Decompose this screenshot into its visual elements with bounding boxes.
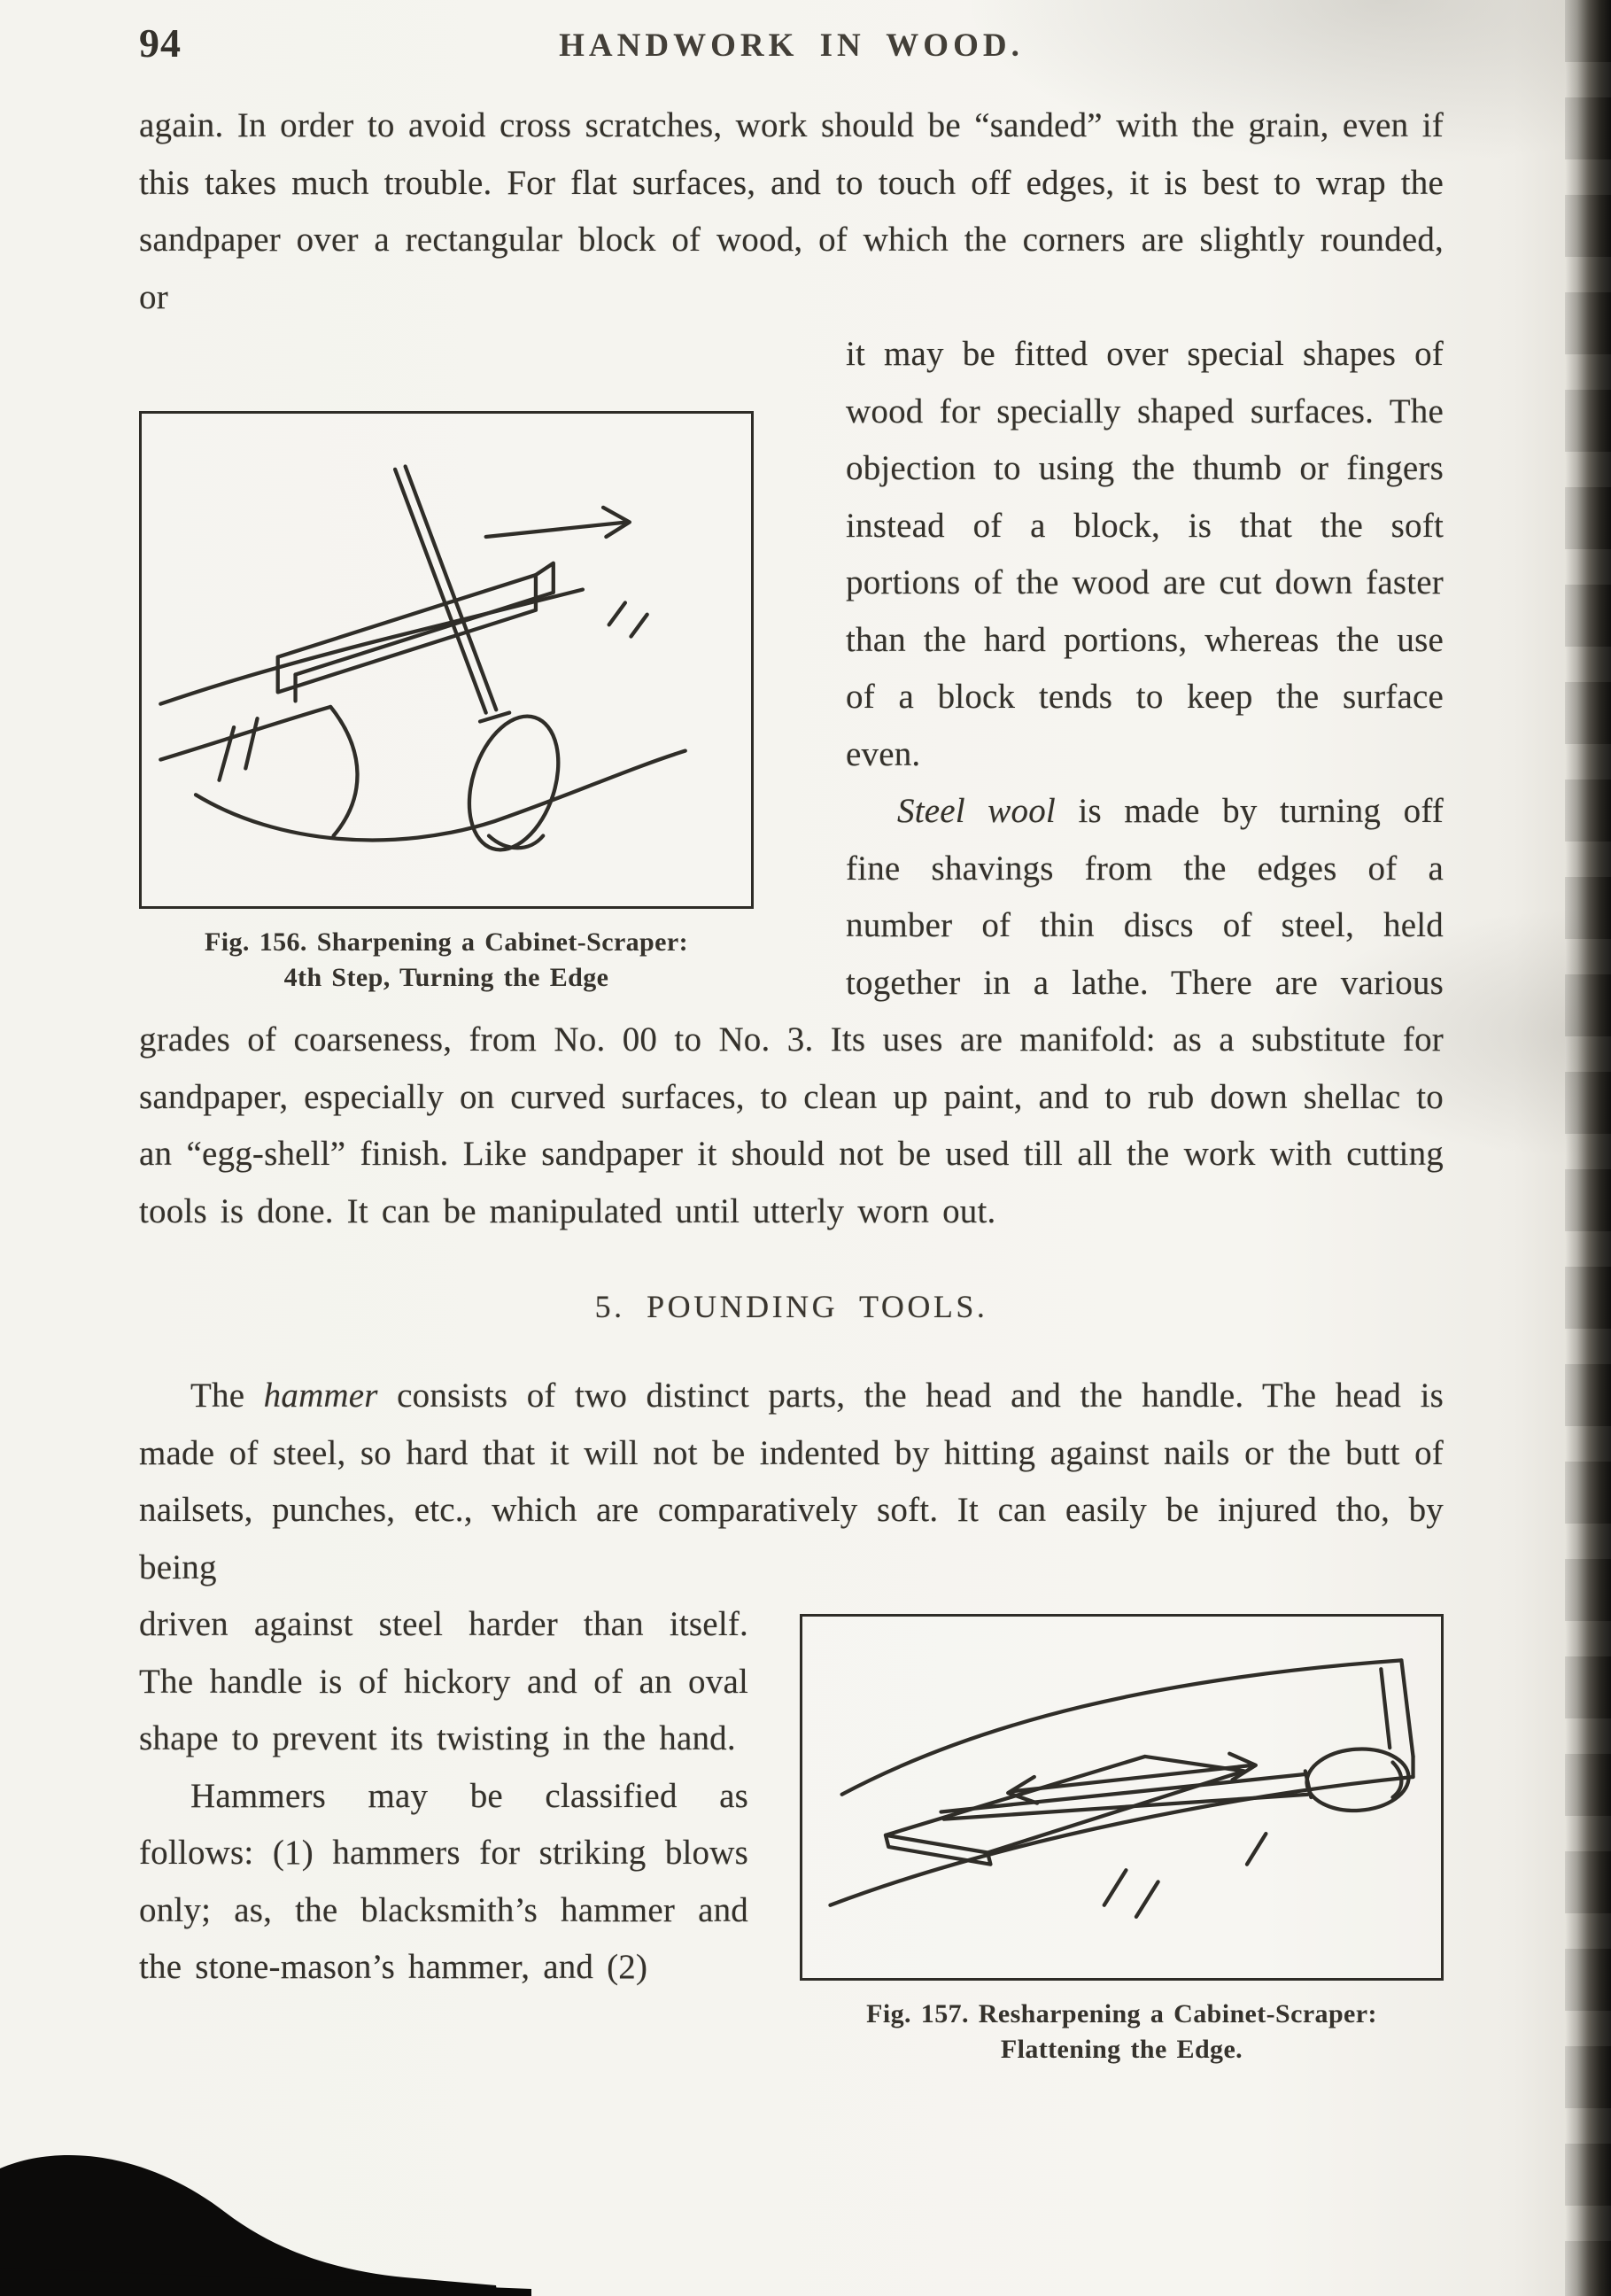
figure-156-caption: [139, 925, 754, 996]
direction-arrow: [486, 508, 630, 537]
figure-157: [800, 1596, 1444, 2067]
figure-156: [139, 326, 754, 996]
bench-surface: [830, 1660, 1413, 1917]
paragraph-hammer-text: consists of two distinct parts, the head and the handle. The head is made of steel, so hard that it will not be indented by hitting against nails or the butt of nailsets, punches, etc., which are comparatively soft. It can easily be injured tho, by being: [139, 1377, 1444, 1586]
figure-156-caption-line2: 4th Step, Turning the Edge: [283, 963, 609, 992]
section-heading-pounding-tools: 5. POUNDING TOOLS.: [594, 1289, 988, 1324]
paragraph-sanding-text: again. In order to avoid cross scratches, work should be “sanded” with the grain, even if this takes much trouble. For flat surfaces, and to touch off edges, it is best to wrap the sandpaper over a rectangular block of wood, of which the corners are slightly rounded, or: [139, 106, 1444, 316]
figure-156-caption-line1: Fig. 156. Sharpening a Cabinet-Scraper:: [205, 927, 688, 957]
page-content: [139, 97, 1444, 2089]
paragraph-hammer-continued-text: driven against steel harder than itself. The handle is of hickory and of an oval shape to prevent its twisting in the hand.: [139, 1605, 748, 1757]
paragraph-hammer: [139, 1368, 1444, 1596]
bench-block: [160, 590, 685, 841]
figure-157-illustration: [800, 1614, 1444, 1981]
running-title: HANDWORK IN WOOD.: [559, 27, 1024, 64]
paragraph-sanding: [139, 97, 1444, 326]
figure-157-caption-line1: Fig. 157. Resharpening a Cabinet-Scraper:: [866, 1999, 1377, 2028]
paragraph-hammer-pre: The: [190, 1377, 264, 1415]
page-number: 94: [139, 20, 182, 66]
page-header: [139, 19, 1444, 81]
paragraph-hammer-classes-text: Hammers may be classified as follows: (1) hammers for striking blows only; as, the blacksmith’s hammer and the stone-mason’s hammer, and (2): [139, 1776, 748, 1986]
fig157-drawing-resharpening-scraper: [802, 1617, 1441, 1978]
paragraph-sanding-continued-text: it may be fitted over special shapes of wood for specially shaped surfaces. The objection to using the thumb or fingers instead of a block, is that the soft portions of the wood are cut down faster than the hard portions, whereas the use of a block tends to keep the surface even.: [846, 335, 1444, 773]
figure-156-illustration: [139, 411, 754, 909]
paragraph-steel-wool-text: is made by turning off fine shavings from the edges of a number of thin discs of steel, held together in a lathe. There are various grades of coarseness, from No. 00 to No. 3. Its uses are manifold: as a substitute for sandpaper, especially on curved surfaces, to clean up paint, and to rub down shellac to an “egg-shell” finish. Like sandpaper it should not be used till all the work with cutting tools is done. It can be manipulated until utterly worn out.: [139, 792, 1444, 1230]
burnisher-tool: [941, 1746, 1411, 1819]
steel-wool-italic: Steel wool: [897, 792, 1056, 830]
figure-157-caption-line2: Flattening the Edge.: [1000, 2035, 1243, 2064]
hatch-marks: [609, 602, 647, 636]
scan-shadow-right-edge: [1565, 0, 1611, 2296]
figure-157-caption: [800, 1997, 1444, 2067]
hammer-italic: hammer: [263, 1377, 378, 1415]
fig156-drawing-sharpening-scraper: [142, 414, 751, 906]
